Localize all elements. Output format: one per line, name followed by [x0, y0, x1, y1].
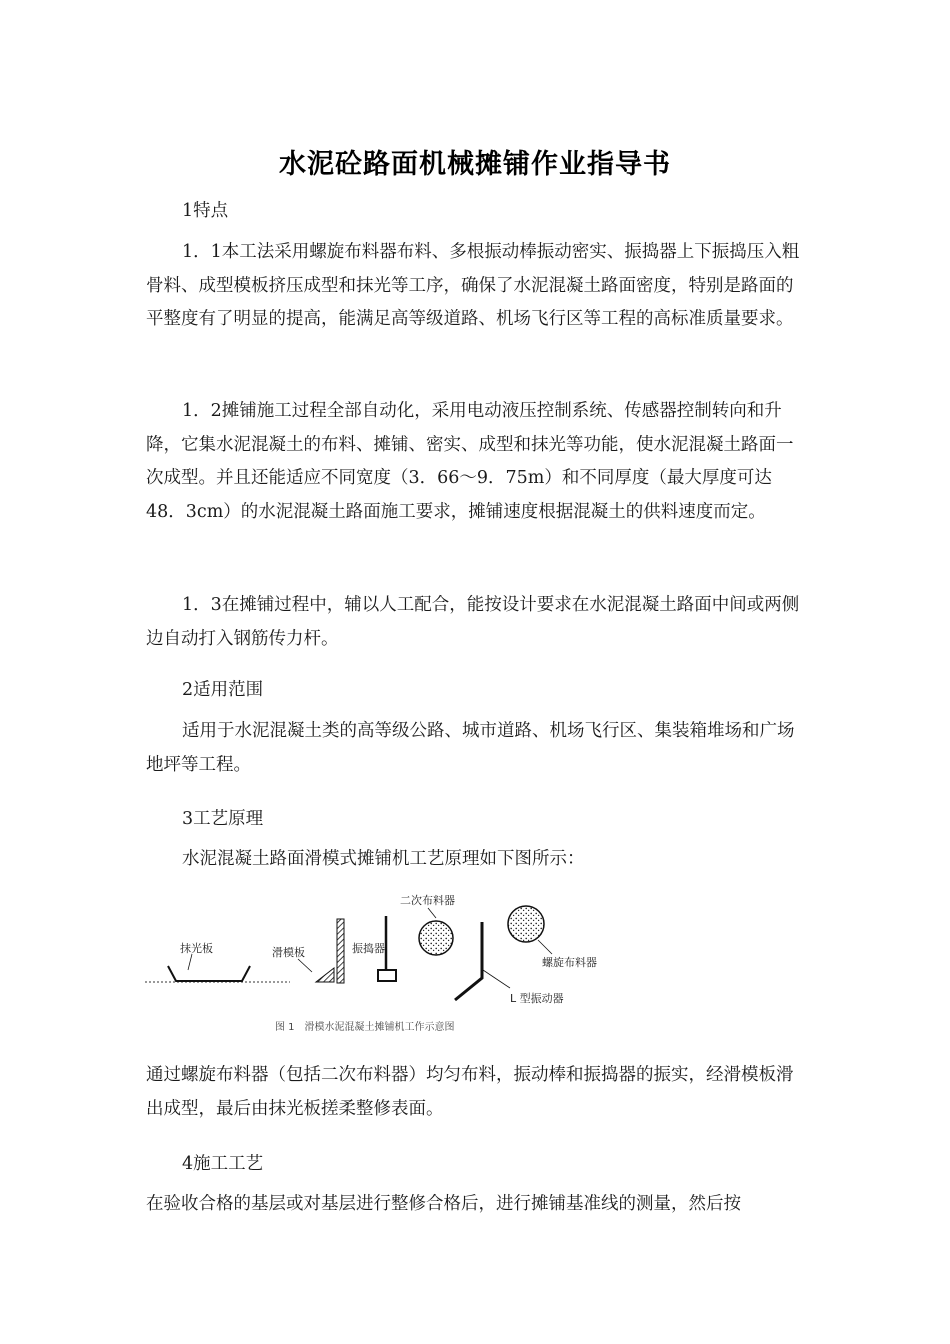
spiral-spreader-label: 螺旋布料器	[542, 956, 597, 969]
page-title: 水泥砼路面机械摊铺作业指导书	[279, 149, 671, 180]
slipform-shape	[316, 968, 334, 982]
trowel-label: 抹光板	[180, 942, 213, 955]
figure-caption: 图 1 滑模水泥混凝土摊铺机工作示意图	[275, 1022, 455, 1033]
slipform-label: 滑模板	[272, 946, 305, 959]
spiral-spreader-shape	[508, 906, 544, 942]
tamper-label: 振捣器	[352, 942, 385, 955]
paragraph-4: 在验收合格的基层或对基层进行整修合格后，进行摊铺基准线的测量，然后按	[146, 1194, 741, 1214]
l-vibrator-label: L 型振动器	[510, 992, 564, 1005]
paragraph-1-1: 1．1本工法采用螺旋布料器布料、多根振动棒振动密实、振捣器上下振捣压入粗骨料、成型模板挤压成型和抹光等工序，确保了水泥混凝土路面密度，特别是路面的平整度有了明显的提高，能满足高等级道路、机场飞行区等工程的高标准质量要求。	[146, 242, 800, 330]
tamper-foot	[378, 970, 396, 981]
secondary-spreader-label: 二次布料器	[400, 894, 455, 907]
section-heading-1: 1特点	[182, 201, 229, 221]
process-diagram	[140, 882, 610, 1042]
section-heading-4: 4施工工艺	[182, 1154, 264, 1174]
trowel-plate-shape	[168, 966, 250, 981]
paragraph-3: 水泥混凝土路面滑模式摊铺机工艺原理如下图所示：	[182, 849, 585, 869]
slipform-plate	[337, 919, 344, 983]
section-heading-2: 2适用范围	[182, 680, 264, 700]
paragraph-1-3: 1．3在摊铺过程中，辅以人工配合，能按设计要求在水泥混凝土路面中间或两侧边自动打入钢筋传力杆。	[146, 595, 800, 649]
paragraph-3-after: 通过螺旋布料器（包括二次布料器）均匀布料，振动棒和振捣器的振实，经滑模板滑出成型，最后由抹光板搓柔整修表面。	[146, 1065, 794, 1119]
paragraph-1-2: 1．2摊铺施工过程全部自动化，采用电动液压控制系统、传感器控制转向和升降，它集水泥混凝土的布料、摊铺、密实、成型和抹光等功能，使水泥混凝土路面一次成型。并且还能适应不同宽度（3．66～9．75m）和不同厚度（最大厚度可达48．3cm）的水泥混凝土路面施工要求，摊铺速度根据混凝土的供料速度而定。	[146, 401, 794, 522]
l-vibrator-shape	[455, 922, 482, 1000]
paragraph-2: 适用于水泥混凝土类的高等级公路、城市道路、机场飞行区、集装箱堆场和广场地坪等工程。	[146, 721, 795, 775]
section-heading-3: 3工艺原理	[182, 809, 264, 829]
secondary-spreader-shape	[419, 921, 453, 955]
